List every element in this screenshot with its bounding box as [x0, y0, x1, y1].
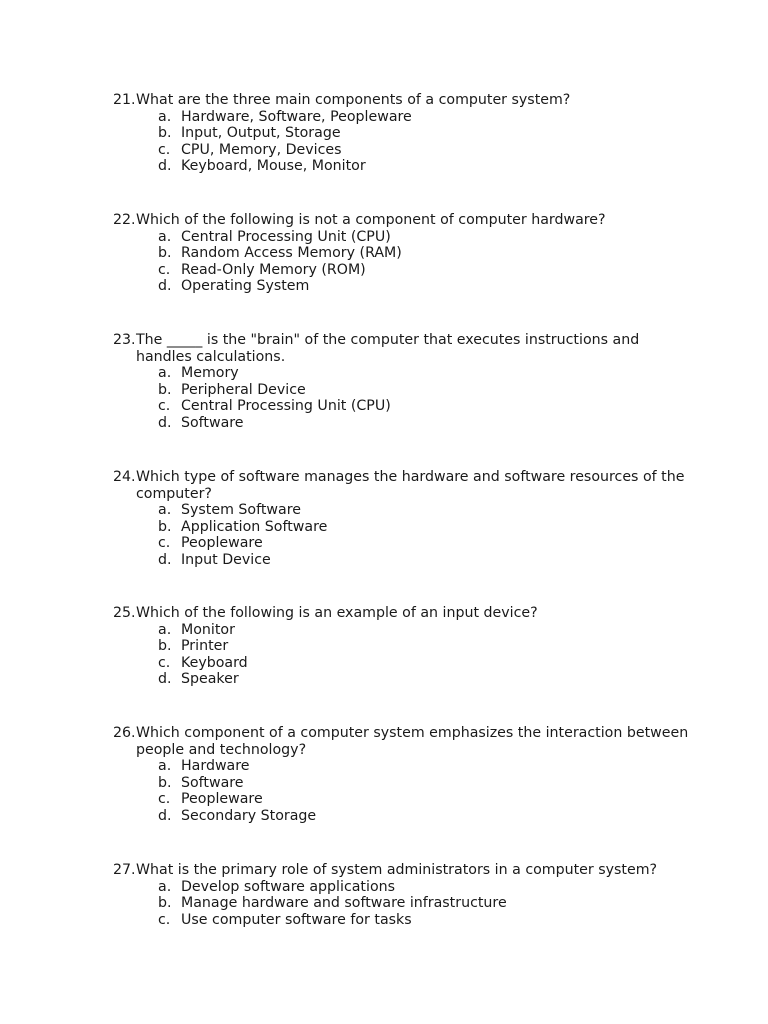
option-text: Central Processing Unit (CPU)	[181, 228, 391, 245]
option-text: Speaker	[181, 671, 239, 687]
question-26	[113, 725, 693, 824]
option-text: Central Processing Unit (CPU)	[181, 398, 391, 414]
option-letter: a.	[158, 758, 172, 774]
option-text: Monitor	[181, 621, 235, 638]
option-text: Software	[181, 414, 244, 431]
option-a	[113, 758, 693, 775]
option-letter: d.	[158, 414, 172, 431]
option-list	[113, 879, 693, 929]
option-letter: b.	[158, 638, 172, 654]
option-text: Input Device	[181, 551, 271, 568]
option-text: System Software	[181, 502, 301, 518]
option-text: Operating System	[181, 278, 310, 294]
question-stem	[113, 862, 693, 879]
option-letter: c.	[158, 911, 171, 928]
option-list	[113, 109, 693, 175]
option-letter: b.	[158, 245, 172, 261]
option-letter: d.	[158, 158, 172, 174]
option-b	[113, 519, 693, 536]
option-letter: d.	[158, 671, 172, 687]
option-c	[113, 791, 693, 808]
option-text: Keyboard	[181, 654, 248, 671]
question-23	[113, 332, 693, 431]
question-stem	[113, 469, 693, 502]
option-c	[113, 535, 693, 552]
option-text: Hardware, Software, Peopleware	[181, 108, 412, 125]
option-b	[113, 125, 693, 142]
option-text: Memory	[181, 365, 239, 381]
question-stem	[113, 332, 693, 365]
question-number: 25.	[113, 605, 136, 621]
option-letter: a.	[158, 228, 172, 245]
option-list	[113, 758, 693, 824]
question-text: The _____ is the "brain" of the computer that executes instructions and handles calculations.	[136, 332, 640, 365]
option-c	[113, 398, 693, 415]
option-d	[113, 671, 693, 688]
option-d	[113, 808, 693, 825]
question-text: What are the three main components of a computer system?	[136, 92, 571, 108]
question-text: Which of the following is an example of an input device?	[136, 605, 538, 621]
option-a	[113, 622, 693, 639]
option-b	[113, 245, 693, 262]
option-list	[113, 622, 693, 688]
question-stem	[113, 605, 693, 622]
question-number: 27.	[113, 862, 136, 878]
option-text: Keyboard, Mouse, Monitor	[181, 158, 366, 174]
question-stem	[113, 725, 693, 758]
option-a	[113, 879, 693, 896]
option-letter: b.	[158, 518, 172, 535]
option-text: CPU, Memory, Devices	[181, 141, 342, 158]
option-letter: c.	[158, 398, 171, 414]
option-letter: a.	[158, 108, 172, 125]
option-text: Software	[181, 774, 244, 791]
option-text: Peopleware	[181, 535, 263, 551]
option-text: Printer	[181, 638, 229, 654]
option-letter: b.	[158, 381, 172, 398]
question-22	[113, 212, 693, 295]
option-text: Use computer software for tasks	[181, 911, 412, 928]
question-text: Which component of a computer system emphasizes the interaction between people and technology?	[136, 725, 689, 758]
question-number: 23.	[113, 332, 136, 348]
question-24	[113, 469, 693, 568]
option-letter: a.	[158, 878, 172, 895]
option-c	[113, 142, 693, 159]
option-list	[113, 229, 693, 295]
option-letter: d.	[158, 278, 172, 294]
option-list	[113, 502, 693, 568]
question-number: 21.	[113, 92, 136, 108]
option-letter: d.	[158, 551, 172, 568]
option-d	[113, 552, 693, 569]
option-c	[113, 912, 693, 929]
question-stem	[113, 92, 693, 109]
question-text: Which type of software manages the hardware and software resources of the computer?	[136, 469, 685, 502]
option-letter: a.	[158, 502, 172, 518]
option-list	[113, 365, 693, 431]
option-letter: c.	[158, 141, 171, 158]
option-letter: a.	[158, 365, 172, 381]
option-letter: b.	[158, 125, 172, 141]
option-d	[113, 415, 693, 432]
option-text: Input, Output, Storage	[181, 125, 341, 141]
option-text: Manage hardware and software infrastructure	[181, 895, 507, 911]
option-a	[113, 365, 693, 382]
question-number: 22.	[113, 212, 136, 228]
question-text: Which of the following is not a component of computer hardware?	[136, 212, 606, 228]
option-letter: b.	[158, 774, 172, 791]
option-letter: c.	[158, 654, 171, 671]
option-d	[113, 158, 693, 175]
option-letter: c.	[158, 535, 171, 551]
option-d	[113, 278, 693, 295]
question-text: What is the primary role of system administrators in a computer system?	[136, 862, 658, 878]
question-number: 24.	[113, 469, 136, 485]
option-text: Hardware	[181, 758, 250, 774]
option-text: Secondary Storage	[181, 807, 317, 824]
option-b	[113, 895, 693, 912]
option-c	[113, 262, 693, 279]
option-letter: d.	[158, 807, 172, 824]
option-letter: a.	[158, 621, 172, 638]
option-b	[113, 775, 693, 792]
option-a	[113, 229, 693, 246]
option-b	[113, 382, 693, 399]
question-stem	[113, 212, 693, 229]
option-a	[113, 109, 693, 126]
option-letter: b.	[158, 895, 172, 911]
option-text: Read-Only Memory (ROM)	[181, 261, 366, 278]
question-25	[113, 605, 693, 688]
question-21	[113, 92, 693, 175]
option-letter: c.	[158, 791, 171, 807]
option-text: Peopleware	[181, 791, 263, 807]
option-a	[113, 502, 693, 519]
option-b	[113, 638, 693, 655]
option-text: Develop software applications	[181, 878, 396, 895]
question-number: 26.	[113, 725, 136, 741]
question-27	[113, 862, 693, 928]
option-text: Random Access Memory (RAM)	[181, 245, 402, 261]
option-text: Application Software	[181, 518, 328, 535]
option-text: Peripheral Device	[181, 381, 306, 398]
option-letter: c.	[158, 261, 171, 278]
option-c	[113, 655, 693, 672]
